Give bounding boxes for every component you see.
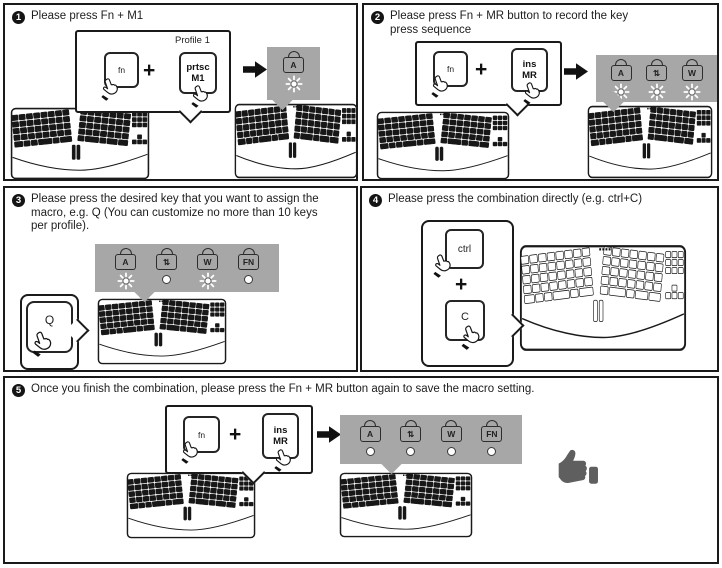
backlight-on-icon bbox=[683, 83, 701, 101]
c-key: C bbox=[445, 300, 485, 341]
keyboard-illustration bbox=[234, 103, 358, 179]
thumbs-up-icon bbox=[550, 448, 604, 498]
key-combo-callout bbox=[75, 30, 231, 113]
step-3-header bbox=[12, 193, 319, 234]
indicator-panel bbox=[596, 55, 717, 102]
plus-icon: + bbox=[475, 58, 488, 81]
step-title: Please press the combination directly (e.g. ctrl+C) bbox=[388, 193, 643, 205]
hand-press-icon bbox=[270, 445, 298, 473]
backlight-on-icon bbox=[199, 272, 217, 290]
ctrl-key: ctrl bbox=[445, 229, 484, 269]
indicator-lock bbox=[646, 59, 667, 102]
hand-press-icon bbox=[177, 437, 205, 465]
keyboard-illustration bbox=[519, 244, 687, 352]
hand-press-icon bbox=[519, 78, 547, 106]
indicator-panel bbox=[340, 415, 522, 464]
step-number-badge: 4 bbox=[369, 194, 382, 207]
profile-label: Profile 1 bbox=[175, 35, 210, 46]
keyboard-illustration bbox=[376, 111, 510, 180]
hand-press-icon bbox=[457, 321, 488, 352]
lock-icon: A bbox=[611, 59, 632, 81]
hand-press-icon bbox=[427, 71, 455, 99]
step-4-panel bbox=[360, 186, 719, 372]
step-2-header bbox=[371, 10, 628, 37]
indicator-lock bbox=[441, 420, 462, 464]
indicator-tail bbox=[381, 453, 402, 474]
indicator-panel bbox=[95, 244, 279, 292]
plus-icon: + bbox=[143, 59, 156, 82]
step-1-header bbox=[12, 10, 143, 24]
indicator-lock bbox=[197, 248, 218, 292]
lock-icon: W bbox=[197, 248, 218, 270]
m1-key: prtsc M1 bbox=[179, 52, 217, 94]
backlight-off-icon bbox=[162, 275, 171, 284]
backlight-off-icon bbox=[244, 275, 253, 284]
mr-key: ins MR bbox=[511, 48, 548, 92]
q-key: Q bbox=[26, 301, 73, 353]
lock-icon: A bbox=[360, 420, 381, 442]
keyboard-illustration bbox=[587, 105, 713, 179]
fn-key: fn bbox=[104, 52, 139, 88]
key-combo-callout bbox=[421, 220, 514, 367]
step-number-badge: 1 bbox=[12, 11, 25, 24]
hand-press-icon bbox=[97, 74, 125, 102]
fn-key: fn bbox=[433, 51, 468, 87]
key-combo-callout bbox=[415, 41, 562, 106]
lock-icon: ⇅ bbox=[156, 248, 177, 270]
keyboard-illustration bbox=[10, 107, 150, 180]
key-combo-callout bbox=[165, 405, 313, 474]
step-title-line1: Please press Fn + MR button to record the key bbox=[390, 10, 629, 22]
step-5-header bbox=[12, 383, 534, 397]
step-title-line1: Please press the desired key that you want to assign the bbox=[31, 193, 319, 205]
lock-icon: W bbox=[682, 59, 703, 81]
indicator-lock bbox=[682, 59, 703, 102]
lock-icon: FN bbox=[238, 248, 259, 270]
hand-press-icon bbox=[429, 250, 459, 280]
step-title: Please press Fn + M1 bbox=[31, 10, 144, 22]
hand-press-icon bbox=[27, 326, 59, 358]
assign-key-callout bbox=[20, 294, 79, 370]
arrow-right-icon bbox=[564, 63, 588, 80]
step-title: Once you finish the combination, please press the Fn + MR button again to save the macro setting. bbox=[31, 383, 535, 395]
keyboard-illustration bbox=[339, 472, 473, 538]
arrow-right-icon bbox=[243, 61, 267, 78]
backlight-off-icon bbox=[487, 447, 496, 456]
backlight-on-icon bbox=[117, 272, 135, 290]
indicator-panel bbox=[267, 47, 320, 100]
step-title-line3: per profile). bbox=[31, 220, 90, 232]
mr-key: ins MR bbox=[262, 413, 299, 459]
backlight-on-icon bbox=[648, 83, 666, 101]
step-number-badge: 2 bbox=[371, 11, 384, 24]
lock-icon: FN bbox=[481, 420, 502, 442]
lock-icon: ⇅ bbox=[646, 59, 667, 81]
arrow-right-icon bbox=[317, 426, 341, 443]
hand-press-icon bbox=[187, 81, 215, 109]
step-number-badge: 5 bbox=[12, 384, 25, 397]
lock-icon: W bbox=[441, 420, 462, 442]
step-number-badge: 3 bbox=[12, 194, 25, 207]
indicator-lock bbox=[481, 420, 502, 464]
step-3-panel bbox=[3, 186, 358, 372]
backlight-off-icon bbox=[406, 447, 415, 456]
indicator-lock bbox=[238, 248, 259, 292]
indicator-lock bbox=[360, 420, 381, 464]
step-1-panel bbox=[3, 3, 358, 181]
step-4-header bbox=[369, 193, 642, 207]
fn-key: fn bbox=[183, 416, 220, 453]
keyboard-illustration bbox=[126, 472, 256, 539]
backlight-off-icon bbox=[366, 447, 375, 456]
indicator-lock bbox=[115, 248, 136, 292]
step-2-panel bbox=[362, 3, 719, 181]
step-5-panel bbox=[3, 376, 719, 564]
plus-icon: + bbox=[455, 273, 468, 296]
plus-icon: + bbox=[229, 423, 242, 446]
indicator-lock bbox=[156, 248, 177, 292]
lock-icon: A bbox=[115, 248, 136, 270]
step-title-line2: macro, e.g. Q (You can customize no more than 10 keys bbox=[31, 206, 318, 219]
backlight-off-icon bbox=[447, 447, 456, 456]
lock-icon: ⇅ bbox=[400, 420, 421, 442]
keyboard-illustration bbox=[97, 298, 227, 365]
lock-icon: A bbox=[283, 51, 304, 73]
indicator-lock bbox=[400, 420, 421, 464]
backlight-on-icon bbox=[285, 75, 303, 93]
step-title-line2: press sequence bbox=[390, 23, 472, 36]
